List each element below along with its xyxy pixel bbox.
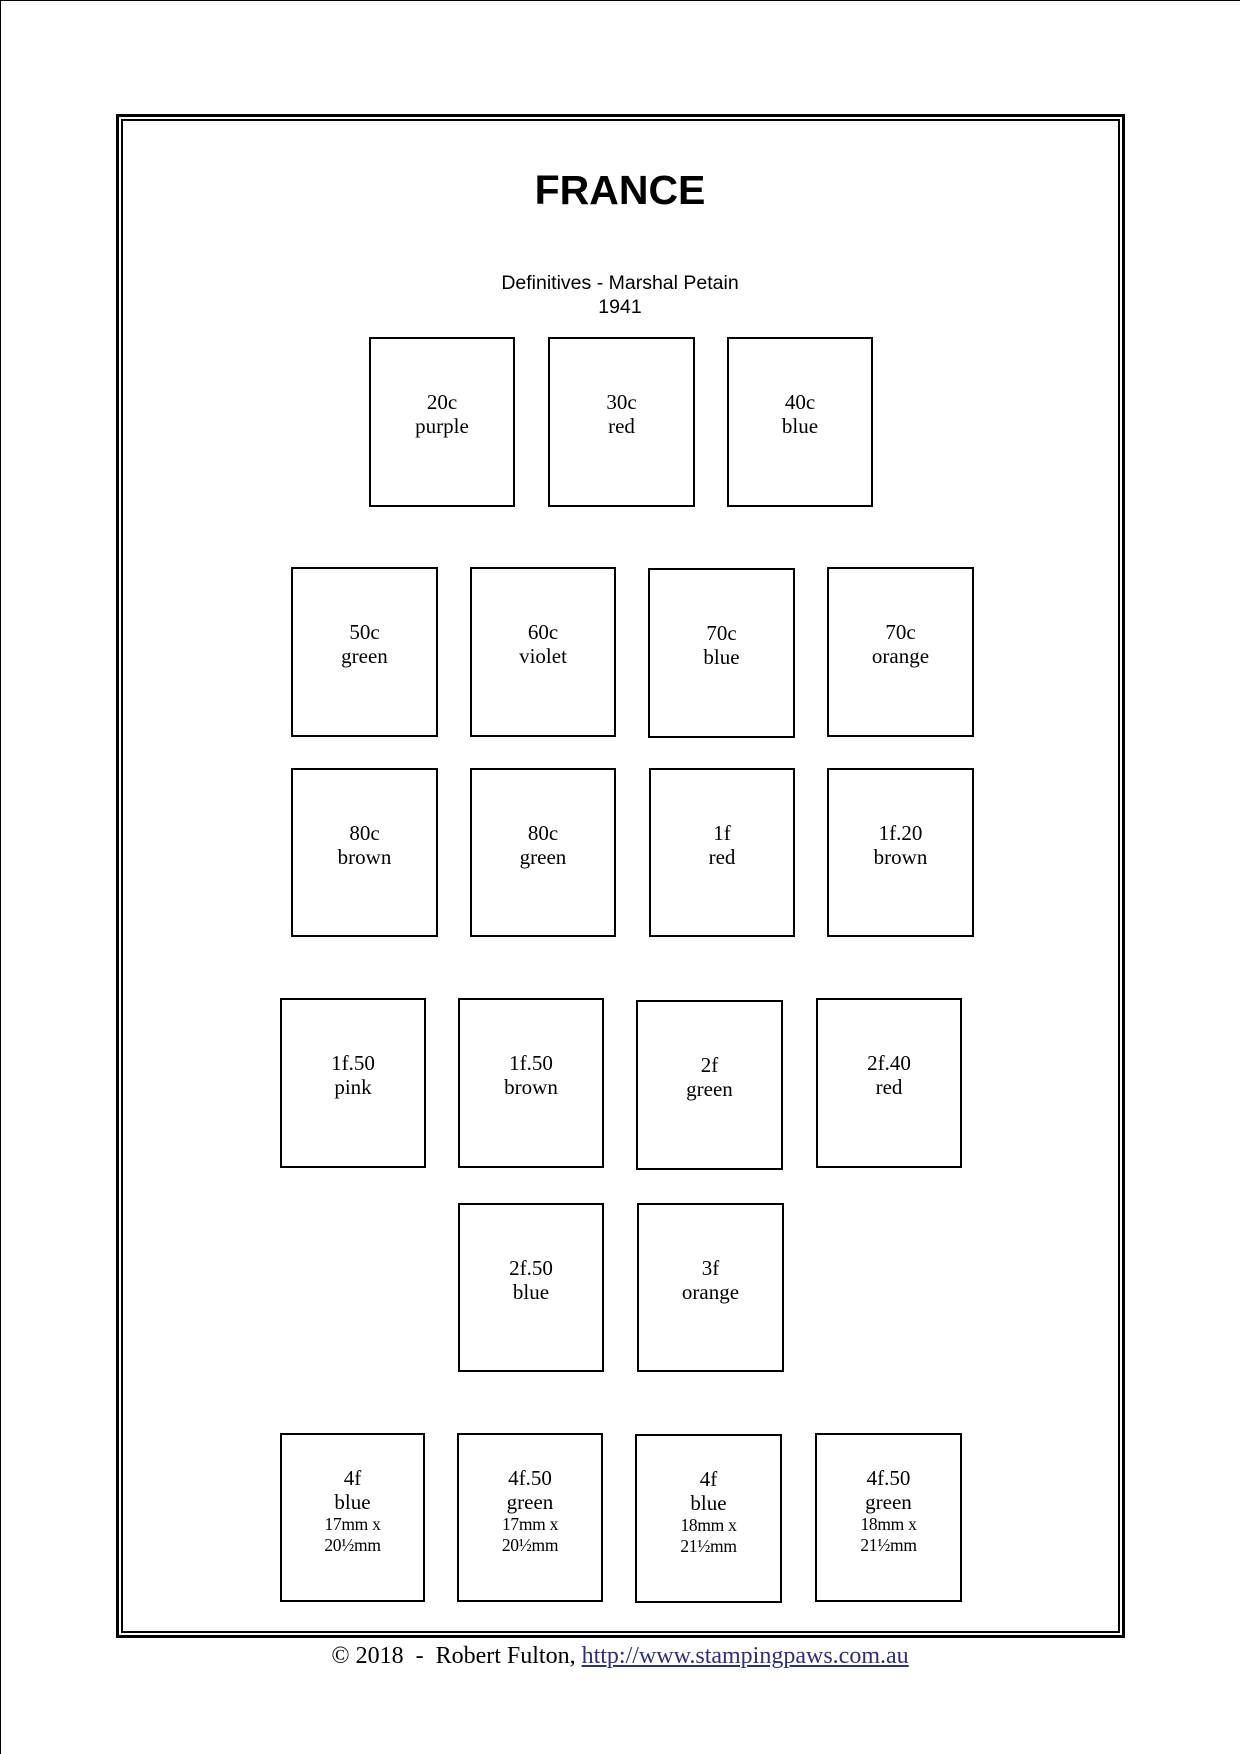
stamp-label (371, 390, 513, 438)
stamp-denomination: 80c (349, 821, 380, 845)
stamp-label (651, 821, 793, 869)
stamp-space (291, 768, 438, 937)
page-edge-top (0, 0, 1240, 1)
stamp-space (458, 998, 604, 1168)
stamp-color: violet (519, 644, 567, 668)
stamp-color: green (506, 1490, 554, 1514)
stamp-space (470, 768, 616, 937)
stamp-label (637, 1467, 780, 1557)
stamp-space (727, 337, 873, 507)
stamp-space (548, 337, 695, 507)
issue-name: Definitives - Marshal Petain (501, 272, 739, 294)
stamp-color: red (708, 845, 736, 869)
section-heading (0, 271, 1240, 319)
issue-year: 1941 (598, 296, 642, 318)
stamp-denomination: 80c (527, 821, 559, 845)
stamp-denomination: 2f (700, 1053, 719, 1077)
stamp-space (815, 1433, 962, 1602)
stamp-label (282, 1051, 424, 1099)
stamp-denomination: 1f.50 (331, 1051, 375, 1075)
stamp-denomination: 4f (343, 1466, 362, 1490)
page-title: FRANCE (534, 167, 706, 213)
stamp-space (470, 567, 616, 737)
stamp-label (729, 390, 871, 438)
stamp-color: blue (690, 1491, 727, 1515)
stamp-label (650, 621, 793, 669)
stamp-label (293, 620, 436, 668)
stamp-size: 21½mm (680, 1536, 737, 1556)
stamp-space (648, 568, 795, 738)
stamp-denomination: 50c (349, 620, 380, 644)
stamp-label (829, 821, 972, 869)
stamp-size: 20½mm (324, 1535, 381, 1555)
stamp-space (827, 567, 974, 737)
stamp-label (829, 620, 972, 668)
stamp-color: orange (871, 644, 930, 668)
stamp-color: green (519, 845, 567, 869)
stamp-color: blue (334, 1490, 371, 1514)
stamp-space (280, 998, 426, 1168)
stamp-color: blue (703, 645, 740, 669)
stamp-label (550, 390, 693, 438)
stamp-denomination: 2f.50 (509, 1256, 553, 1280)
stamp-denomination: 60c (527, 620, 559, 644)
stamp-size: 17mm x (501, 1514, 559, 1534)
stamp-space (291, 567, 438, 737)
stamp-label (472, 821, 614, 869)
stamp-size: 20½mm (501, 1535, 559, 1555)
stamp-label (472, 620, 614, 668)
stamp-color: green (686, 1077, 733, 1101)
stamp-denomination: 4f (699, 1467, 718, 1491)
footer (0, 1642, 1240, 1670)
stamp-space (369, 337, 515, 507)
stamp-denomination: 70c (706, 621, 737, 645)
stamp-color: purple (415, 414, 469, 438)
stamp-denomination: 70c (885, 620, 916, 644)
stamp-denomination: 3f (701, 1256, 720, 1280)
stamp-space (637, 1203, 784, 1372)
stamp-label (818, 1051, 960, 1099)
stamp-denomination: 4f.50 (508, 1466, 552, 1490)
stamp-color: red (875, 1075, 903, 1099)
stamp-color: green (341, 644, 388, 668)
stamp-color: blue (781, 414, 819, 438)
stamp-space (635, 1434, 782, 1603)
stamp-color: brown (504, 1075, 558, 1099)
stamp-denomination: 20c (426, 390, 458, 414)
stamp-color: pink (334, 1075, 372, 1099)
stamp-color: brown (873, 845, 928, 869)
stamp-color: red (608, 414, 635, 438)
stamp-space (457, 1433, 603, 1602)
stamp-space (636, 1000, 783, 1170)
page-edge-left (0, 0, 1, 1754)
stamp-label (460, 1256, 602, 1304)
website-link[interactable]: http://www.stampingpaws.com.au (581, 1643, 909, 1669)
stamp-space (280, 1433, 425, 1602)
stamp-color: green (865, 1490, 912, 1514)
stamp-denomination: 30c (606, 390, 637, 414)
copyright-text: © 2018 - Robert Fulton, (331, 1643, 582, 1669)
stamp-label (282, 1466, 423, 1556)
stamp-denomination: 2f.40 (867, 1051, 911, 1075)
stamp-size: 17mm x (324, 1514, 381, 1534)
stamp-size: 21½mm (860, 1535, 917, 1555)
stamp-color: orange (681, 1280, 740, 1304)
stamp-denomination: 1f.20 (878, 821, 923, 845)
stamp-label (459, 1466, 601, 1556)
stamp-space (827, 768, 974, 937)
stamp-label (639, 1256, 782, 1304)
stamp-denomination: 40c (784, 390, 816, 414)
stamp-label (817, 1466, 960, 1556)
stamp-label (460, 1051, 602, 1099)
stamp-label (293, 821, 436, 869)
stamp-space (458, 1203, 604, 1372)
stamp-size: 18mm x (680, 1515, 737, 1535)
stamp-color: blue (512, 1280, 550, 1304)
stamp-size: 18mm x (860, 1514, 917, 1534)
stamp-denomination: 1f (713, 821, 731, 845)
stamp-space (649, 768, 795, 937)
stamp-color: brown (337, 845, 392, 869)
stamp-denomination: 1f.50 (509, 1051, 553, 1075)
stamp-denomination: 4f.50 (866, 1466, 911, 1490)
stamp-space (816, 998, 962, 1168)
stamp-label (638, 1053, 781, 1101)
